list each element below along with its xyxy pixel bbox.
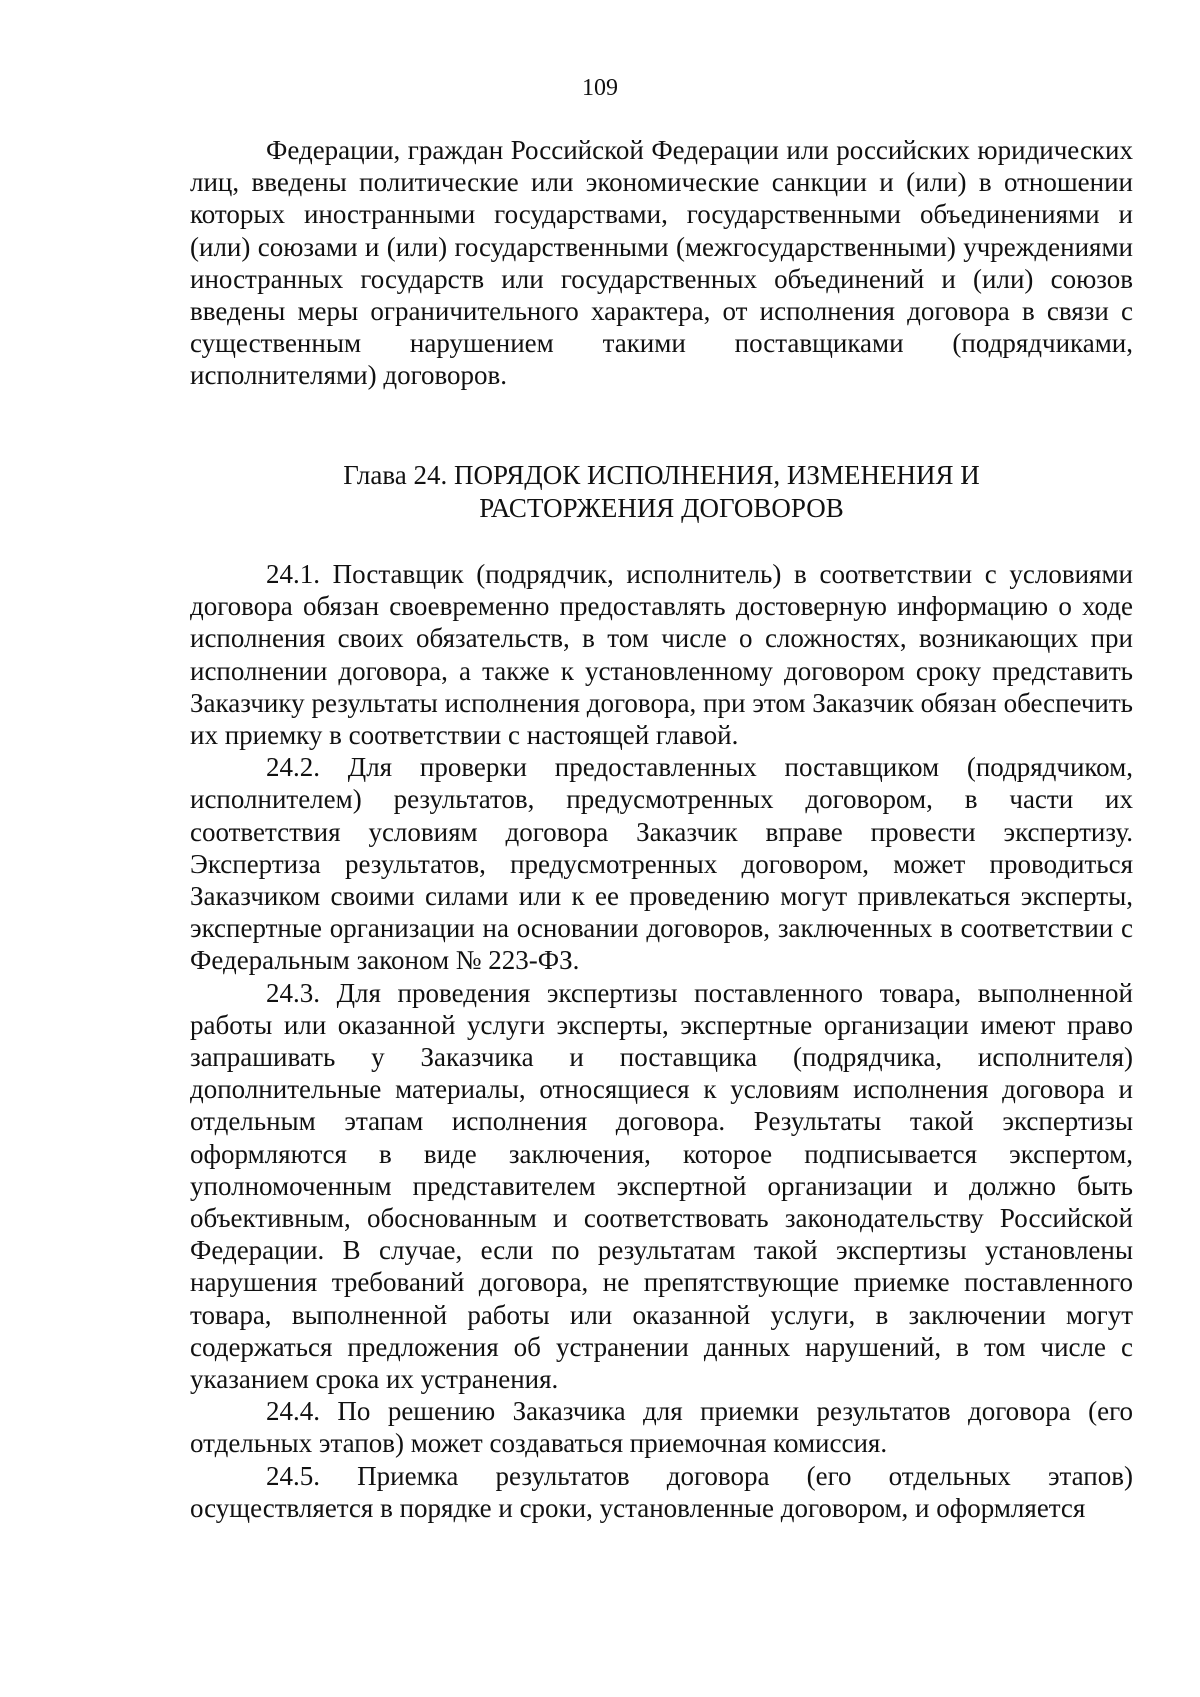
page-number: 109 <box>582 75 618 101</box>
clause-24-2: 24.2. Для проверки предоставленных поставщиком (подрядчиком, исполнителем) результатов, предусмотренных договором, в части их соответствия условиям договора Заказчик вправе провести экспертизу. Экспертиза результатов, предусмотренных договором, может проводиться Заказчиком своими силами или к ее проведению могут привлекаться эксперты, экспертные организации на основании договоров, заключенных в соответствии с Федеральным законом № 223-ФЗ. <box>190 752 1133 976</box>
clause-24-3: 24.3. Для проведения экспертизы поставленного товара, выполненной работы или оказанной услуги эксперты, экспертные организации имеют право запрашивать у Заказчика и поставщика (подрядчика, исполнителя) дополнительные материалы, относящиеся к условиям исполнения договора и отдельным этапам исполнения договора. Результаты такой экспертизы оформляются в виде заключения, которое подписывается экспертом, уполномоченным представителем экспертной организации и должно быть объективным, обоснованным и соответствовать законодательству Российской Федерации. В случае, если по результатам такой экспертизы установлены нарушения требований договора, не препятствующие приемке поставленного товара, выполненной работы или оказанной услуги, в заключении могут содержаться предложения об устранении данных нарушений, в том числе с указанием срока их устранения. <box>190 977 1133 1395</box>
intro-paragraph: Федерации, граждан Российской Федерации или российских юридических лиц, введены политические или экономические санкции и (или) в отношении которых иностранными государствами, государственными объединениями и (или) союзами и (или) государственными (межгосударственными) учреждениями иностранных государств или государственных объединений и (или) союзов введены меры ограничительного характера, от исполнения договора в связи с существенным нарушением такими поставщиками (подрядчиками, исполнителями) договоров. <box>190 135 1133 391</box>
clause-24-4: 24.4. По решению Заказчика для приемки результатов договора (его отдельных этапов) может создаваться приемочная комиссия. <box>190 1396 1133 1459</box>
clause-24-5: 24.5. Приемка результатов договора (его отдельных этапов) осуществляется в порядке и сроки, установленные договором, и оформляется <box>190 1460 1133 1523</box>
chapter-heading <box>190 459 1133 525</box>
chapter-heading-line-1: Глава 24. ПОРЯДОК ИСПОЛНЕНИЯ, ИЗМЕНЕНИЯ И <box>343 460 980 490</box>
chapter-heading-line-2: РАСТОРЖЕНИЯ ДОГОВОРОВ <box>479 493 844 523</box>
intro-section <box>190 134 1133 392</box>
chapter-body <box>190 558 1133 1524</box>
clause-24-1: 24.1. Поставщик (подрядчик, исполнитель) в соответствии с условиями договора обязан своевременно предоставлять достоверную информацию о ходе исполнения своих обязательств, в том числе о сложностях, возникающих при исполнении договора, а также к установленному договором сроку представить Заказчику результаты исполнения договора, при этом Заказчик обязан обеспечить их приемку в соответствии с настоящей главой. <box>190 559 1133 751</box>
